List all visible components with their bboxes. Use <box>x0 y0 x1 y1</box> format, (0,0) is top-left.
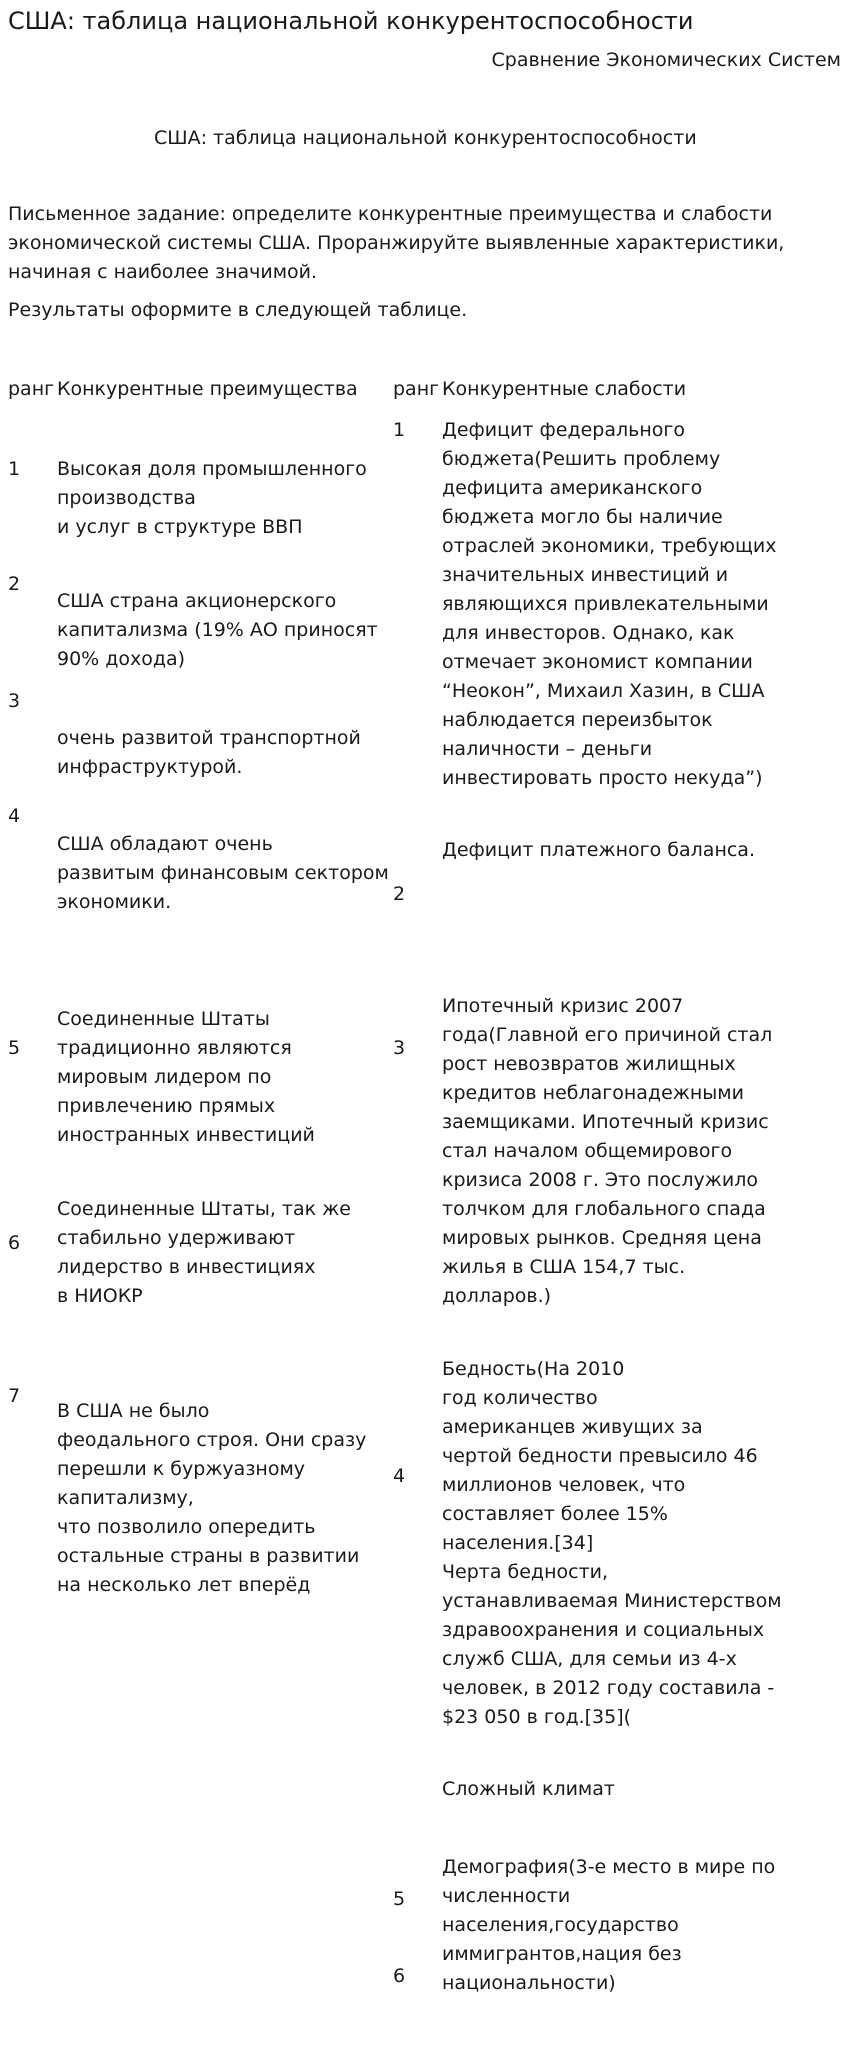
weakness-rank: 4 <box>393 1465 406 1487</box>
advantage-item: США страна акционерского капитализма (19% АО приносят 90% дохода) <box>57 590 378 670</box>
weakness-item: Ипотечный кризис 2007 года(Главной его причиной стал рост невозвратов жилищных кредитов неблагонадежными заемщиками. Ипотечный кризис стал началом общемирового кризиса 2008 г. Это послужило толчком для глобального спада мировых рынков. Средняя цена жилья в США 154,7 тыс. долларов.) <box>442 995 773 1307</box>
header-rank-left: ранг <box>8 378 55 400</box>
weakness-item: Дефицит федерального бюджета(Решить проблему дефицита американского бюджета могло бы наличие отраслей экономики, требующих значительных инвестиций и являющихся привлекательными для инвесторов. Однако, как отмечает экономист компании “Неокон”, Михаил Хазин, в США наблюдается переизбыток наличности – деньги инвестировать просто некуда”) <box>442 419 777 789</box>
advantage-item: Высокая доля промышленного производства и услуг в структуре ВВП <box>57 458 367 538</box>
advantage-item: США обладают очень развитым финансовым сектором экономики. <box>57 833 389 913</box>
advantage-item: Соединенные Штаты, так же стабильно удерживают лидерство в инвестициях в НИОКР <box>57 1198 351 1307</box>
document-heading: США: таблица национальной конкурентоспособности <box>154 127 697 149</box>
advantage-item: Соединенные Штаты традиционно являются мировым лидером по привлечению прямых иностранных инвестиций <box>57 1008 315 1146</box>
advantage-item: В США не было феодального строя. Они сразу перешли к буржуазному капитализму, что позволило опередить остальные страны в развитии на несколько лет вперёд <box>57 1400 367 1596</box>
header-advantages: Конкурентные преимущества <box>57 378 358 400</box>
results-paragraph: Результаты оформите в следующей таблице. <box>8 299 468 321</box>
header-weaknesses: Конкурентные слабости <box>442 378 687 400</box>
advantage-rank: 6 <box>8 1232 21 1254</box>
advantage-rank: 7 <box>8 1385 21 1407</box>
weakness-item: Дефицит платежного баланса. <box>442 839 755 861</box>
header-rank-right: ранг <box>393 378 440 400</box>
task-paragraph: Письменное задание: определите конкурентные преимущества и слабости экономической системы США. Проранжируйте выявленные характеристики, начиная с наиболее значимой. <box>8 203 785 283</box>
advantage-rank: 5 <box>8 1037 21 1059</box>
advantage-rank: 1 <box>8 458 21 480</box>
weakness-rank: 3 <box>393 1037 406 1059</box>
weakness-item: Сложный климат <box>442 1778 615 1800</box>
advantage-rank: 4 <box>8 805 21 827</box>
weakness-rank: 1 <box>393 419 406 441</box>
advantage-rank: 2 <box>8 573 21 595</box>
document-subtitle: Сравнение Экономических Систем <box>491 49 841 71</box>
advantage-item: очень развитой транспортной инфраструктурой. <box>57 727 361 778</box>
weakness-rank: 6 <box>393 1965 406 1987</box>
advantage-rank: 3 <box>8 690 21 712</box>
weakness-item: Бедность(На 2010 год количество американцев живущих за чертой бедности превысило 46 миллионов человек, что составляет более 15% населения.[34] Черта бедности, устанавливаемая Министерством здравоохранения и социальных служб США, для семьи из 4-х человек, в 2012 году составила - $23 050 в год.[35]( <box>442 1358 782 1728</box>
weakness-rank: 2 <box>393 883 406 905</box>
weakness-item: Демография(3-е место в мире по численности населения,государство иммигрантов,нация без национальности) <box>442 1856 776 1994</box>
document-title: США: таблица национальной конкурентоспособности <box>8 7 694 35</box>
weakness-rank: 5 <box>393 1888 406 1910</box>
